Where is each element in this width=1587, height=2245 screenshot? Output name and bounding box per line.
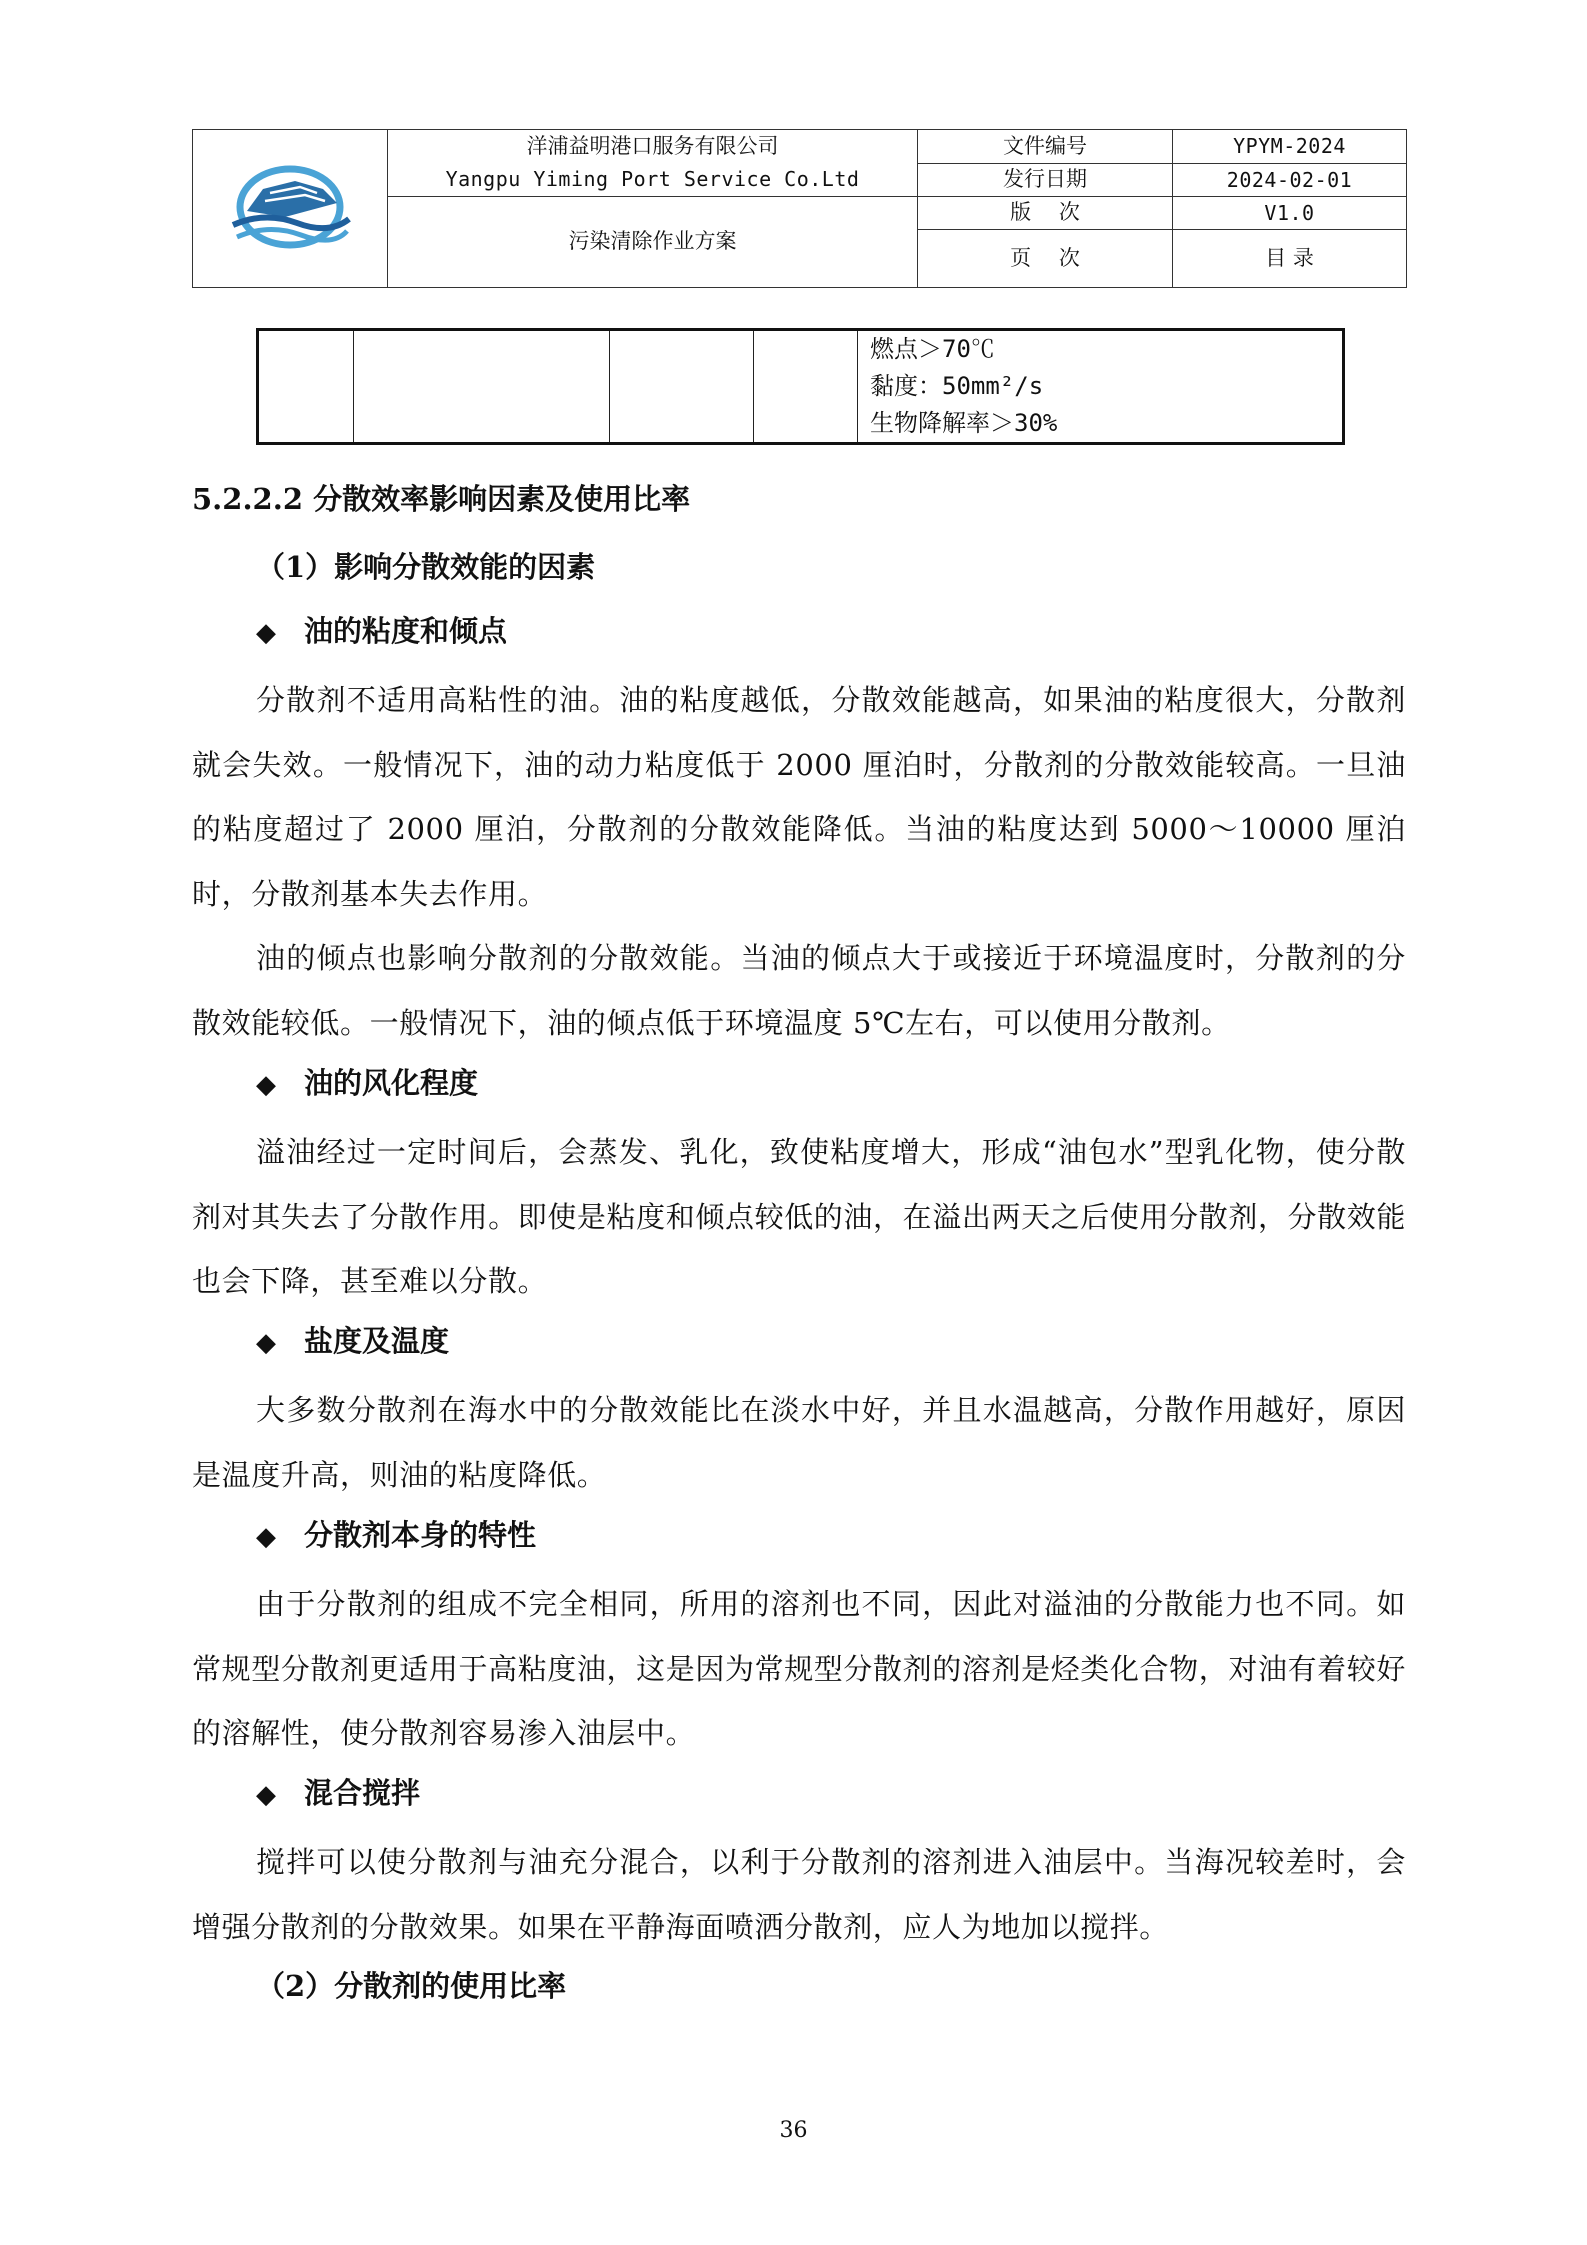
field-label: 版 次 [918, 197, 1173, 230]
table-cell [258, 330, 354, 444]
field-value: 目 录 [1173, 230, 1407, 288]
field-value: V1.0 [1173, 197, 1407, 230]
bullet-heading: ◆ 混合搅拌 [256, 1773, 420, 1815]
body-text-block [192, 1830, 1406, 1959]
subsection-heading-2: （2）分散剂的使用比率 [256, 1969, 567, 2003]
company-name-cn: 洋浦益明港口服务有限公司 [526, 134, 779, 158]
diamond-bullet-icon: ◆ [256, 1328, 276, 1358]
table-cell [610, 330, 754, 444]
ship-logo-icon [225, 159, 355, 259]
field-value: 2024-02-01 [1173, 163, 1407, 197]
field-label: 文件编号 [918, 130, 1173, 164]
company-logo [193, 130, 388, 288]
diamond-bullet-icon: ◆ [256, 1522, 276, 1552]
diamond-bullet-icon: ◆ [256, 1780, 276, 1810]
dispersant-property-table [256, 328, 1345, 445]
page-number: 36 [779, 2118, 808, 2143]
paragraph: 油的倾点也影响分散剂的分散效能。当油的倾点大于或接近于环境温度时，分散剂的分散效能较低。一般情况下，油的倾点低于环境温度 5℃左右，可以使用分散剂。 [192, 941, 1406, 1040]
section-heading: 5.2.2.2 分散效率影响因素及使用比率 [192, 482, 691, 516]
field-label: 发行日期 [918, 163, 1173, 197]
spec-cell [858, 330, 1344, 444]
paragraph: 溢油经过一定时间后，会蒸发、乳化，致使粘度增大，形成“油包水”型乳化物，使分散剂对其失去了分散作用。即使是粘度和倾点较低的油，在溢出两天之后使用分散剂，分散效能也会下降，甚至难以分散。 [192, 1135, 1406, 1298]
body-text-block [192, 668, 1406, 1055]
field-value: YPYM-2024 [1173, 130, 1407, 164]
body-text-block [192, 1572, 1406, 1766]
paragraph: 分散剂不适用高粘性的油。油的粘度越低，分散效能越高，如果油的粘度很大，分散剂就会失效。一般情况下，油的动力粘度低于 2000 厘泊时，分散剂的分散效能较高。一旦油的粘度超过了 2000 厘泊，分散剂的分散效能降低。当油的粘度达到 5000～10000 厘泊时，分散剂基本失去作用。 [192, 683, 1406, 911]
spec-line: 生物降解率＞30% [870, 409, 1058, 437]
paragraph: 搅拌可以使分散剂与油充分混合，以利于分散剂的溶剂进入油层中。当海况较差时，会增强分散剂的分散效果。如果在平静海面喷洒分散剂，应人为地加以搅拌。 [192, 1845, 1406, 1944]
document-title: 污染清除作业方案 [388, 197, 918, 288]
table-cell [754, 330, 858, 444]
diamond-bullet-icon: ◆ [256, 618, 276, 648]
diamond-bullet-icon: ◆ [256, 1070, 276, 1100]
spec-line: 黏度：50mm²/s [870, 372, 1044, 400]
bullet-heading: ◆ 油的粘度和倾点 [256, 611, 507, 653]
document-header [192, 129, 1407, 288]
company-name-en: Yangpu Yiming Port Service Co.Ltd [445, 167, 860, 191]
body-text-block [192, 1120, 1406, 1314]
bullet-heading: ◆ 油的风化程度 [256, 1063, 478, 1105]
paragraph: 由于分散剂的组成不完全相同，所用的溶剂也不同，因此对溢油的分散能力也不同。如常规型分散剂更适用于高粘度油，这是因为常规型分散剂的溶剂是烃类化合物，对油有着较好的溶解性，使分散剂容易渗入油层中。 [192, 1587, 1406, 1750]
body-text-block [192, 1378, 1406, 1507]
company-name [388, 130, 918, 197]
table-cell [354, 330, 610, 444]
paragraph: 大多数分散剂在海水中的分散效能比在淡水中好，并且水温越高，分散作用越好，原因是温度升高，则油的粘度降低。 [192, 1393, 1406, 1492]
bullet-heading: ◆ 盐度及温度 [256, 1321, 449, 1363]
subsection-heading-1: （1）影响分散效能的因素 [256, 550, 596, 584]
field-label: 页 次 [918, 230, 1173, 288]
bullet-heading: ◆ 分散剂本身的特性 [256, 1515, 536, 1557]
spec-line: 燃点＞70℃ [870, 335, 995, 363]
